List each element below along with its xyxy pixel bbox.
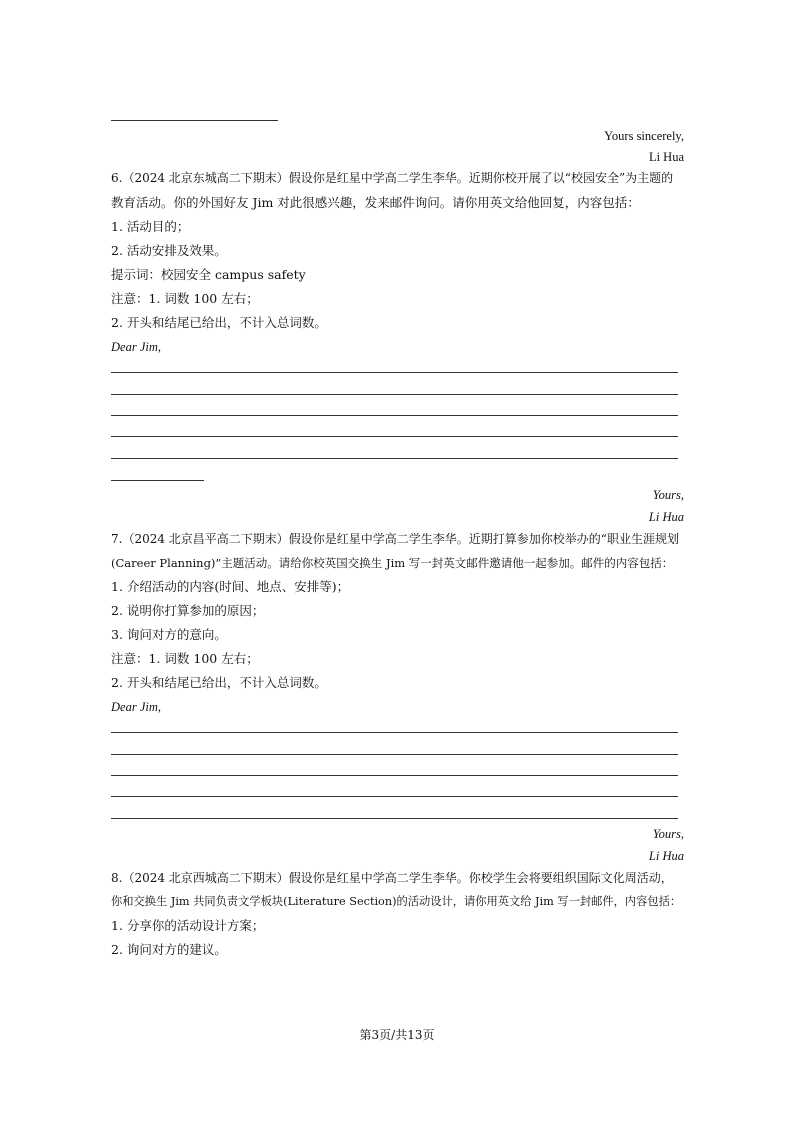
q7-item-3: 3. 询问对方的意向。: [111, 627, 227, 642]
q6-closing: Yours,: [652, 488, 684, 502]
answer-line: [111, 415, 678, 416]
q6-salutation: Dear Jim,: [111, 340, 161, 354]
q6-note-2: 2. 开头和结尾已给出，不计入总词数。: [111, 315, 327, 330]
q7-stem-line1: 7.（2024 北京昌平高二下期末）假设你是红星中学高二学生李华。近期打算参加你校举办的“职业生涯规划: [111, 532, 679, 546]
q7-closing: Yours,: [652, 827, 684, 841]
answer-line: [111, 372, 678, 373]
closing: Yours sincerely,: [604, 129, 684, 143]
q8-item-1: 1. 分享你的活动设计方案；: [111, 918, 265, 933]
q8-item-2: 2. 询问对方的建议。: [111, 942, 227, 957]
q7-salutation: Dear Jim,: [111, 700, 161, 714]
q8-stem-line2: 你和交换生 Jim 共同负责文学板块(Literature Section)的活动设计，请你用英文给 Jim 写一封邮件，内容包括：: [111, 895, 682, 908]
answer-line: [111, 436, 678, 437]
answer-line: [111, 775, 678, 776]
answer-line: [111, 732, 678, 733]
answer-line: [111, 394, 678, 395]
q7-item-2: 2. 说明你打算参加的原因；: [111, 603, 265, 618]
q7-item-1: 1. 介绍活动的内容(时间、地点、安排等)；: [111, 579, 350, 594]
q6-stem-line1: 6.（2024 北京东城高二下期末）假设你是红星中学高二学生李华。近期你校开展了以“校园安全”为主题的: [111, 171, 674, 185]
answer-line: [111, 480, 204, 481]
q6-hint: 提示词：校园安全 campus safety: [111, 267, 306, 282]
q6-item-2: 2. 活动安排及效果。: [111, 243, 227, 258]
page-number: 第3页/共13页: [359, 1028, 435, 1042]
q7-signature: Li Hua: [648, 849, 684, 863]
answer-line: [111, 754, 678, 755]
q7-note-2: 2. 开头和结尾已给出，不计入总词数。: [111, 675, 327, 690]
answer-line: [111, 458, 678, 459]
answer-line: [111, 818, 678, 819]
signature: Li Hua: [648, 150, 684, 164]
q8-stem-line1: 8.（2024 北京西城高二下期末）假设你是红星中学高二学生李华。你校学生会将要组织国际文化周活动，: [111, 871, 673, 885]
q6-item-1: 1. 活动目的；: [111, 219, 190, 234]
q6-stem-line2: 教育活动。你的外国好友 Jim 对此很感兴趣，发来邮件询问。请你用英文给他回复，内容包括：: [111, 195, 640, 210]
answer-line: [111, 796, 678, 797]
q7-stem-line2: (Career Planning)”主题活动。请给你校英国交换生 Jim 写一封英文邮件邀请他一起参加。邮件的内容包括：: [111, 556, 674, 570]
q6-signature: Li Hua: [648, 510, 684, 524]
answer-line: [111, 120, 278, 121]
q6-note-1: 注意：1. 词数 100 左右；: [111, 291, 259, 306]
q7-note-1: 注意：1. 词数 100 左右；: [111, 651, 259, 666]
